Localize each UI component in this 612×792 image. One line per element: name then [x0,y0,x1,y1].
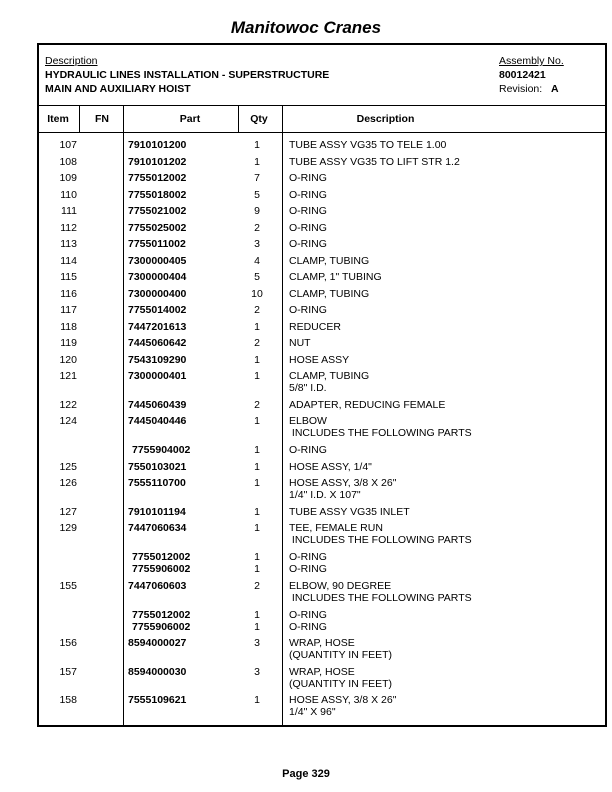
parts-table-body [39,139,605,723]
parts-row [39,288,605,300]
sub-part-number: 7755012002 [132,551,191,563]
part-description: TUBE ASSY VG35 TO LIFT STR 1.2 [289,155,460,168]
part-description: NUT [289,337,311,349]
part-number: 7300000404 [128,271,187,283]
part-number: 7300000405 [128,254,187,267]
item-number: 126 [59,477,77,489]
item-number: 107 [59,139,77,151]
quantity: 10 [251,287,263,300]
parts-row [39,321,605,333]
item-number: 122 [59,398,77,411]
part-description: O-RING [289,205,327,217]
part-number: 7910101202 [128,155,187,168]
parts-row [39,304,605,316]
assembly-title-line2: MAIN AND AUXILIARY HOIST [45,83,191,95]
parts-row [39,337,605,349]
part-description: O-RING [289,172,327,184]
part-number: 7447201613 [128,320,187,333]
part-number: 7543109290 [128,353,187,366]
sub-part-quantity: 1 [254,444,260,456]
part-description: HOSE ASSY, 3/8 X 26" [289,477,397,489]
parts-row [39,506,605,518]
parts-row [39,694,605,718]
part-description: REDUCER [289,320,341,333]
quantity: 1 [254,320,260,333]
part-number: 7555110700 [128,477,186,489]
part-description-detail: 1/4" I.D. X 107" [289,489,361,501]
parts-row [39,205,605,217]
column-divider [79,105,80,132]
row-line [39,255,605,267]
parts-row [39,370,605,394]
row-line [39,271,605,283]
row-line [39,506,605,518]
sub-part-number: 7755906002 [132,620,191,633]
part-number: 7755018002 [128,188,187,201]
assembly-number: 80012421 [499,69,546,81]
part-description-detail: (QUANTITY IN FEET) [289,677,393,690]
row-line [39,649,605,661]
row-line [39,304,605,316]
quantity: 3 [254,238,260,250]
row-line [39,399,605,411]
parts-row [39,354,605,366]
row-line [39,522,605,534]
parts-row [39,189,605,201]
row-line [39,694,605,706]
quantity: 2 [254,579,260,592]
row-line [39,382,605,394]
column-divider [238,105,239,132]
parts-row [39,522,605,575]
part-description-detail: (QUANTITY IN FEET) [289,649,393,661]
part-description: CLAMP, 1" TUBING [289,271,382,283]
row-line [39,370,605,382]
column-header-part: Part [179,113,201,125]
assembly-number-label: Assembly No. [499,55,564,67]
parts-row [39,637,605,661]
quantity: 1 [254,505,260,518]
row-line [39,427,605,439]
item-number: 119 [60,337,77,349]
row-line [39,489,605,501]
part-number: 7550103021 [128,460,187,473]
item-number: 127 [59,505,77,518]
parts-row [39,399,605,411]
part-number: 8594000030 [128,665,187,678]
row-line [39,666,605,678]
quantity: 5 [254,188,260,201]
quantity: 5 [254,271,260,283]
item-number: 115 [60,271,77,283]
item-number: 155 [59,579,77,592]
row-line [39,461,605,473]
row-line [39,354,605,366]
part-number: 7447060603 [128,579,187,592]
quantity: 9 [254,205,260,217]
assembly-header [39,45,605,106]
quantity: 2 [254,398,260,411]
sub-part-quantity: 1 [254,608,260,621]
row-line [39,637,605,649]
sub-part-line [39,551,605,563]
quantity: 1 [254,415,260,427]
part-description: HOSE ASSY, 1/4" [289,460,372,473]
part-description: O-RING [289,304,327,316]
part-description-detail: 5/8" I.D. [289,382,327,394]
part-description-detail: 1/4" X 96" [289,706,336,718]
item-number: 124 [59,415,77,427]
parts-list-frame [37,43,607,727]
part-description: ADAPTER, REDUCING FEMALE [289,398,446,411]
quantity: 1 [254,522,260,534]
column-header-description: Description [356,113,415,125]
item-number: 116 [60,287,77,300]
item-number: 158 [59,694,77,706]
part-number: 7555109621 [128,694,187,706]
sub-part-description: O-RING [289,608,327,621]
row-line [39,534,605,546]
revision-value: A [550,83,559,95]
quantity: 2 [254,304,260,316]
row-line [39,205,605,217]
item-number: 120 [59,353,77,366]
row-line [39,139,605,151]
part-number: 7300000400 [128,287,187,300]
part-number: 7300000401 [128,370,187,382]
item-number: 108 [59,155,77,168]
item-number: 109 [59,172,77,184]
row-line [39,189,605,201]
part-description: WRAP, HOSE [289,637,355,649]
parts-row [39,666,605,690]
quantity: 3 [254,665,260,678]
quantity: 2 [254,221,260,234]
part-number: 7755012002 [128,172,187,184]
item-number: 110 [60,188,77,201]
row-line [39,222,605,234]
row-line [39,321,605,333]
sub-part-quantity: 1 [254,551,260,563]
parts-row [39,415,605,456]
quantity: 1 [254,370,260,382]
row-line [39,415,605,427]
part-description: O-RING [289,188,327,201]
quantity: 4 [254,254,260,267]
parts-row [39,255,605,267]
quantity: 3 [254,637,260,649]
assembly-title-line1: HYDRAULIC LINES INSTALLATION - SUPERSTRUCTURE [45,69,330,81]
item-number: 125 [59,460,77,473]
sub-part-line [39,444,605,456]
part-description: TUBE ASSY VG35 TO TELE 1.00 [289,139,447,151]
column-header-fn: FN [95,113,109,125]
row-line [39,238,605,250]
sub-part-description: O-RING [289,444,327,456]
part-description: O-RING [289,238,327,250]
item-number: 156 [59,637,77,649]
item-number: 117 [60,304,77,316]
assembly-number-block [499,54,564,96]
sub-part-description: O-RING [289,551,327,563]
document-title: Manitowoc Cranes [230,18,382,37]
quantity: 1 [254,477,260,489]
parts-row [39,238,605,250]
row-line [39,337,605,349]
parts-row [39,461,605,473]
item-number: 121 [59,370,77,382]
sub-part-description: O-RING [289,620,327,633]
parts-row [39,477,605,501]
row-line [39,477,605,489]
item-number: 157 [59,665,77,678]
part-description: ELBOW [289,415,327,427]
item-number: 129 [59,522,77,534]
revision-label: Revision: [499,83,543,95]
sub-part-description: O-RING [289,563,327,575]
parts-row [39,222,605,234]
sub-part-quantity: 1 [254,563,260,575]
sub-part-line [39,609,605,621]
part-number: 7445060642 [128,337,187,349]
part-number: 7445040446 [128,415,187,427]
parts-row [39,139,605,151]
sub-part-line [39,621,605,633]
quantity: 1 [254,460,260,473]
quantity: 1 [254,139,260,151]
parts-row [39,271,605,283]
part-number: 8594000027 [128,637,187,649]
part-description: HOSE ASSY [289,353,350,366]
part-description: WRAP, HOSE [289,665,355,678]
part-description: TUBE ASSY VG35 INLET [289,505,410,518]
parts-row [39,156,605,168]
part-description: TEE, FEMALE RUN [289,522,383,534]
column-header-item: Item [47,113,69,125]
description-label: Description [45,55,98,67]
part-number: 7755011002 [128,238,186,250]
part-description-detail: INCLUDES THE FOLLOWING PARTS [289,534,472,546]
part-description-detail: INCLUDES THE FOLLOWING PARTS [289,427,472,439]
quantity: 1 [254,694,260,706]
sub-part-number: 7755904002 [132,444,191,456]
sub-part-quantity: 1 [254,620,260,633]
row-line [39,678,605,690]
part-number: 7755025002 [128,221,187,234]
sub-part-line [39,563,605,575]
item-number: 111 [61,205,77,217]
part-description: CLAMP, TUBING [289,287,370,300]
part-description: ELBOW, 90 DEGREE [289,579,392,592]
part-number: 7755021002 [128,205,187,217]
part-number: 7910101200 [128,139,187,151]
sub-part-number: 7755906002 [132,563,191,575]
row-line [39,172,605,184]
part-description: CLAMP, TUBING [289,254,370,267]
quantity: 7 [254,172,260,184]
assembly-description-block [45,54,329,96]
revision-line [499,82,564,96]
item-number: 112 [60,221,77,234]
row-line [39,156,605,168]
quantity: 1 [254,155,260,168]
item-number: 114 [60,254,77,267]
column-header-qty: Qty [250,113,268,125]
part-number: 7910101194 [128,505,186,518]
page-number: Page 329 [282,768,330,780]
part-description: CLAMP, TUBING [289,370,370,382]
row-line [39,706,605,718]
row-line [39,288,605,300]
row-line [39,592,605,604]
item-number: 113 [60,238,77,250]
part-description: O-RING [289,221,327,234]
sub-part-number: 7755012002 [132,608,191,621]
parts-row [39,172,605,184]
quantity: 1 [254,353,260,366]
row-line [39,580,605,592]
quantity: 2 [254,337,260,349]
part-number: 7755014002 [128,304,187,316]
part-description-detail: INCLUDES THE FOLLOWING PARTS [289,591,472,604]
part-description: HOSE ASSY, 3/8 X 26" [289,694,397,706]
part-number: 7447060634 [128,522,187,534]
item-number: 118 [60,320,77,333]
parts-row [39,580,605,633]
part-number: 7445060439 [128,398,187,411]
